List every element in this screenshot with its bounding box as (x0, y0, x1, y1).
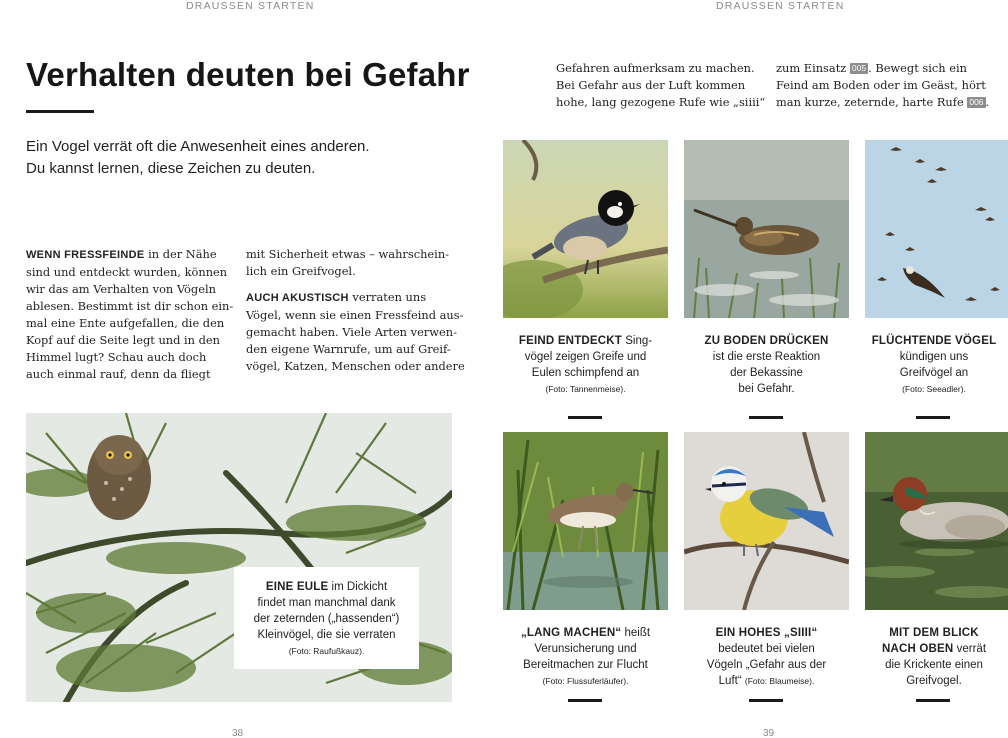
caption-kicker: EIN HOHES „SIIII“ (715, 627, 818, 639)
caption-line: die Krickente einen (885, 659, 983, 671)
caption-line: Greifvogel. (906, 675, 962, 687)
owl-caption (234, 567, 419, 669)
caption-line: kündigen uns (899, 351, 969, 363)
text-line: in der Nähe (144, 247, 217, 261)
caption-rule (916, 416, 950, 419)
text-column-3 (556, 60, 766, 111)
caption-line: ist die erste Reaktion (712, 351, 821, 363)
caption-line: Verunsicherung und (534, 643, 637, 655)
caption-rule (749, 416, 783, 419)
text-line: verraten uns (348, 290, 427, 304)
page-number-left: 38 (232, 728, 244, 738)
intro-text (26, 136, 446, 180)
intro-line: Ein Vogel verrät oft die Anwesenheit eines anderen. (26, 138, 370, 155)
caption-line: Eulen schimpfend an (531, 367, 640, 379)
text-line: Kopf auf die Seite legt und in den (26, 333, 221, 347)
teal-duck-photo (865, 432, 1008, 610)
snipe-photo (684, 140, 849, 318)
text-line: Feind am Boden oder im Geäst, hört (776, 78, 986, 92)
text-run: . Bewegt sich ein (868, 61, 967, 75)
text-run: verrät (953, 643, 987, 655)
caption-line: findet man manchmal dank (257, 597, 396, 609)
running-head-left: DRAUSSEN STARTEN (186, 0, 315, 12)
caption-line: der Bekassine (730, 367, 803, 379)
audio-track-tag[interactable]: 005 (851, 63, 867, 73)
title-rule (26, 110, 94, 113)
coal-tit-photo (503, 140, 668, 318)
caption-line: Bereitmachen zur Flucht (523, 659, 648, 671)
text-run: Sing- (622, 335, 653, 347)
caption-coal-tit (503, 333, 668, 397)
caption-kicker: ZU BODEN DRÜCKEN (704, 335, 829, 347)
caption-sandpiper (503, 625, 668, 689)
page-title: Verhalten deuten bei Gefahr (26, 56, 470, 93)
text-column-2 (246, 246, 465, 375)
text-run: Luft“ (718, 675, 745, 687)
caption-kicker: „LANG MACHEN“ (520, 627, 622, 639)
intro-line: Du kannst lernen, diese Zeichen zu deuten. (26, 160, 316, 177)
caption-rule (568, 699, 602, 702)
photo-credit: (Foto: Flussuferläufer). (542, 676, 629, 686)
caption-rule (568, 416, 602, 419)
photo-credit: (Foto: Tannenmeise). (545, 384, 626, 394)
text-line: lich ein Greifvogel. (246, 264, 356, 278)
text-run: heißt (621, 627, 651, 639)
sea-eagle-photo (865, 140, 1008, 318)
photo-credit: (Foto: Blaumeise). (744, 676, 815, 686)
text-line: Gefahren aufmerksam zu machen. (556, 61, 755, 75)
caption-blue-tit (684, 625, 849, 689)
text-line: den eigene Warnrufe, um auf Greif- (246, 342, 451, 356)
text-line: mit Sicherheit etwas – wahrschein- (246, 247, 450, 261)
sandpiper-photo (503, 432, 668, 610)
caption-rule (749, 699, 783, 702)
caption-rule (916, 699, 950, 702)
text-line: ablesen. Bestimmt ist dir schon ein- (26, 299, 234, 313)
text-line: Vögel, wenn sie einen Fressfeind aus- (246, 308, 464, 322)
photo-credit: (Foto: Seeadler). (902, 384, 966, 394)
blue-tit-photo (684, 432, 849, 610)
text-line: sind und entdeckt wurden, können (26, 265, 228, 279)
audio-track-tag[interactable]: 006 (969, 97, 984, 107)
caption-kicker: FEIND ENTDECKT (518, 335, 623, 347)
text-line: vögel, Katzen, Menschen oder andere (246, 359, 465, 373)
text-line: Bei Gefahr aus der Luft kommen (556, 78, 746, 92)
text-column-1 (26, 246, 234, 383)
text-line: mal eine Ente aufgefallen, die den (26, 316, 225, 330)
text-line: gemacht haben. Viele Arten verwen- (246, 325, 457, 339)
column-kicker: AUCH AKUSTISCH (246, 292, 349, 304)
text-line: wir das am Verhalten von Vögeln (26, 282, 216, 296)
caption-line: bei Gefahr. (738, 383, 795, 395)
text-run: im Dickicht (328, 581, 388, 593)
caption-line: bedeutet bei vielen (718, 643, 815, 655)
text-line: auch einmal rauf, denn da fliegt (26, 367, 211, 381)
caption-line: Greifvögel an (899, 367, 969, 379)
running-head-right: DRAUSSEN STARTEN (716, 0, 845, 12)
caption-kicker: MIT DEM BLICK (889, 627, 979, 639)
text-run: . (985, 95, 990, 109)
text-run: zum Einsatz (776, 61, 850, 75)
caption-line: vögel zeigen Greife und (524, 351, 647, 363)
caption-line: der zeternden („hassenden“) (253, 613, 400, 625)
caption-sea-eagle (860, 333, 1008, 397)
page-number-right: 39 (763, 728, 775, 738)
photo-credit: (Foto: Raufußkauz). (288, 646, 365, 656)
caption-snipe (684, 333, 849, 397)
caption-kicker: FLÜCHTENDE VÖGEL (871, 335, 997, 347)
text-run: man kurze, zeternde, harte Rufe (776, 95, 968, 109)
text-line: hohe, lang gezogene Rufe wie „siiii“ (556, 95, 766, 109)
caption-teal (860, 625, 1008, 689)
text-column-4 (776, 60, 1001, 111)
column-kicker: WENN FRESSFEINDE (26, 249, 145, 261)
text-line: Himmel lugt? Schau auch doch (26, 350, 207, 364)
caption-line: Vögeln „Gefahr aus der (706, 659, 827, 671)
caption-line: Kleinvögel, die sie verraten (257, 629, 396, 641)
caption-kicker: NACH OBEN (881, 643, 954, 655)
caption-kicker: EINE EULE (265, 581, 329, 593)
